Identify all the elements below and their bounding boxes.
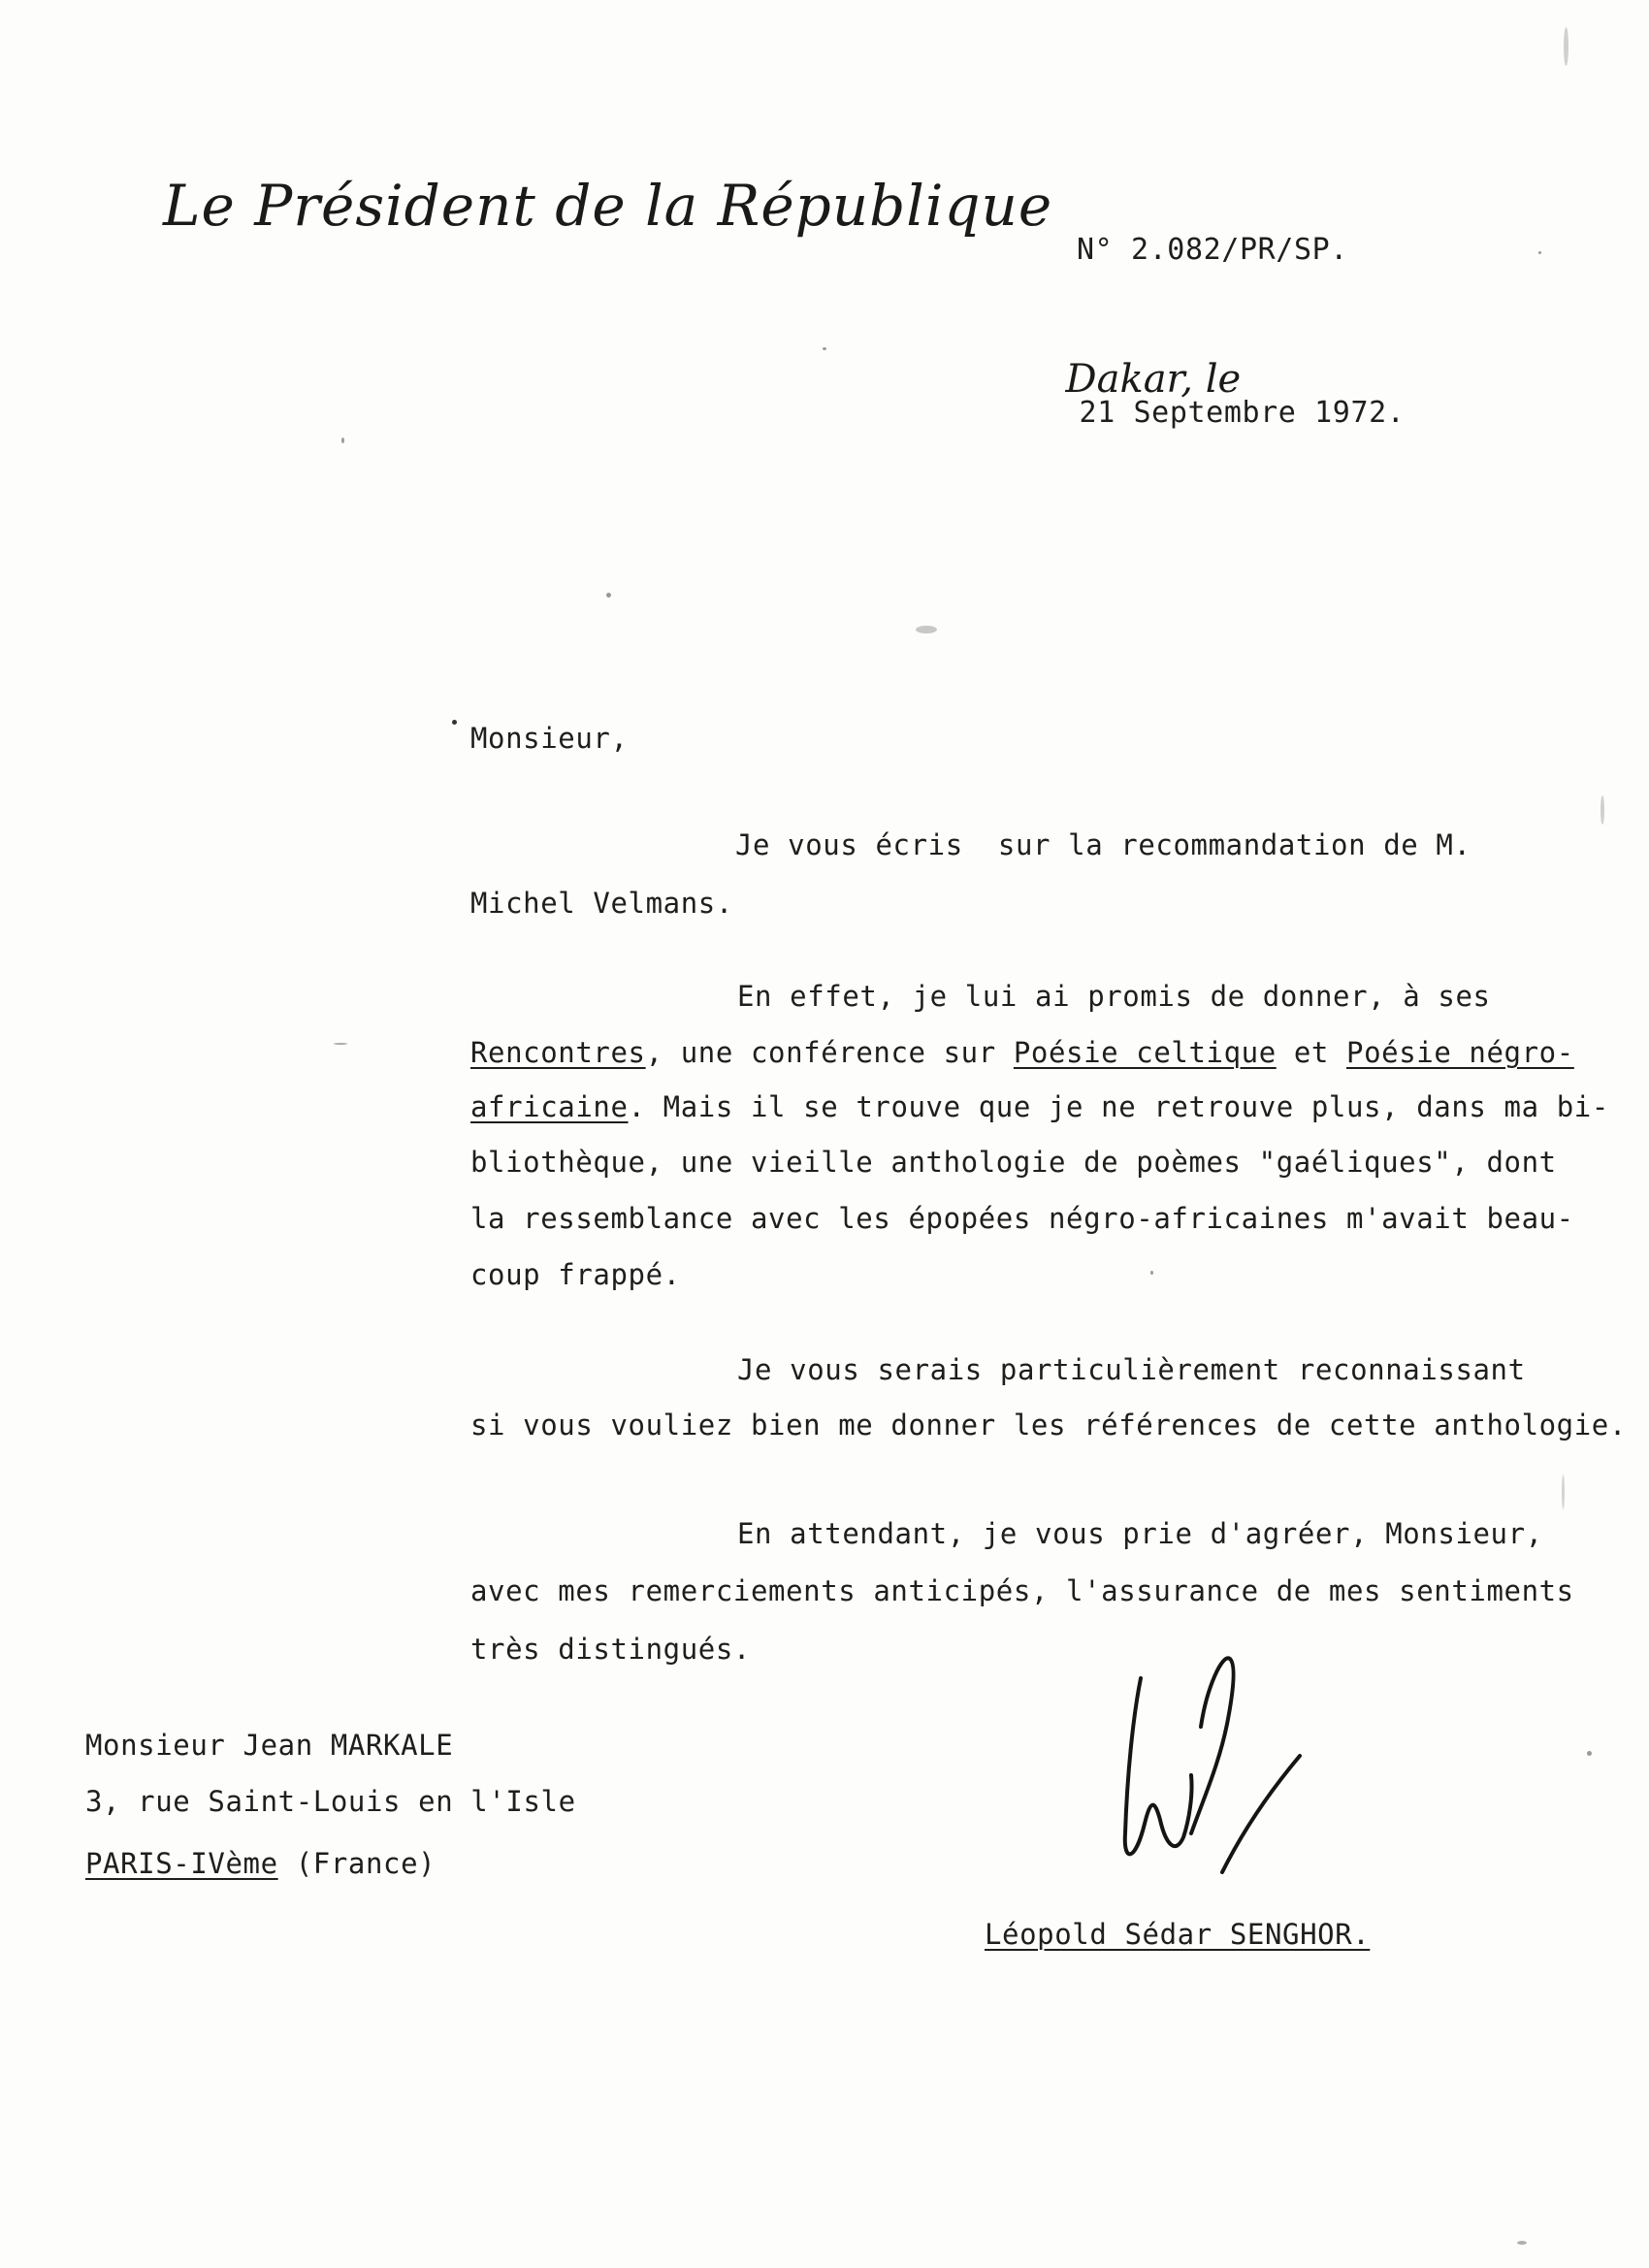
- scan-speck: [1150, 1271, 1153, 1275]
- body-p1-line1: Je vous écris sur la recommandation de M.: [735, 828, 1471, 861]
- body-p1-line2: Michel Velmans.: [470, 887, 733, 920]
- signatory-name: Léopold Sédar SENGHOR.: [985, 1918, 1371, 1951]
- scan-speck: [1517, 2241, 1527, 2245]
- recipient-city: PARIS-IVème: [85, 1847, 278, 1880]
- dateline-place: Dakar, le: [1065, 357, 1242, 402]
- body-p4-line1: En attendant, je vous prie d'agréer, Monsieur,: [737, 1517, 1543, 1550]
- scan-speck: [1587, 1751, 1592, 1756]
- recipient-name: Monsieur Jean MARKALE: [85, 1729, 454, 1762]
- recipient-city-line: [85, 1847, 436, 1880]
- text-mais-il-se-trouve: . Mais il se trouve que je ne retrouve plus, dans ma bi-: [628, 1090, 1609, 1123]
- body-p2-line6: coup frappé.: [470, 1258, 681, 1291]
- body-p4-line3: très distingués.: [470, 1633, 751, 1666]
- underlined-africaine: africaine: [470, 1090, 629, 1123]
- underlined-rencontres: Rencontres: [470, 1036, 646, 1069]
- letterhead-title: Le Président de la République: [163, 173, 1053, 239]
- scan-speck: [1564, 27, 1568, 66]
- underlined-poesie-celtique: Poésie celtique: [1013, 1036, 1277, 1069]
- body-p2-line1: En effet, je lui ai promis de donner, à ses: [737, 980, 1491, 1013]
- scan-speck: [606, 593, 611, 598]
- scan-speck: [1600, 795, 1604, 825]
- text-conference-sur: , une conférence sur: [645, 1036, 1014, 1069]
- text-et: et: [1276, 1036, 1347, 1069]
- scan-speck: [1562, 1474, 1565, 1509]
- dateline-date: 21 Septembre 1972.: [1079, 396, 1406, 430]
- scan-speck: [341, 437, 344, 443]
- scan-speck: [334, 1043, 347, 1045]
- body-p4-line2: avec mes remerciements anticipés, l'assurance de mes sentiments: [470, 1574, 1574, 1607]
- body-p3-line2: si vous vouliez bien me donner les références de cette anthologie.: [470, 1409, 1627, 1442]
- scan-speck: [916, 626, 937, 633]
- dateline: [1028, 341, 1405, 446]
- underlined-poesie-negro: Poésie négro-: [1346, 1036, 1574, 1069]
- handwritten-signature: [1106, 1630, 1319, 1882]
- reference-number: N° 2.082/PR/SP.: [1077, 233, 1348, 267]
- salutation: Monsieur,: [470, 722, 629, 755]
- recipient-street: 3, rue Saint-Louis en l'Isle: [85, 1785, 576, 1818]
- body-p2-line5: la ressemblance avec les épopées négro-africaines m'avait beau-: [470, 1202, 1574, 1235]
- scan-speck: [823, 347, 826, 350]
- recipient-country: (France): [295, 1847, 436, 1880]
- body-p2-line4: bliothèque, une vieille anthologie de poèmes "gaéliques", dont: [470, 1146, 1557, 1179]
- scan-speck: [452, 720, 457, 725]
- body-p2-line2: [470, 1036, 1574, 1069]
- body-p2-line3: [470, 1090, 1609, 1123]
- scan-speck: [1538, 251, 1541, 254]
- body-p3-line1: Je vous serais particulièrement reconnaissant: [737, 1353, 1526, 1386]
